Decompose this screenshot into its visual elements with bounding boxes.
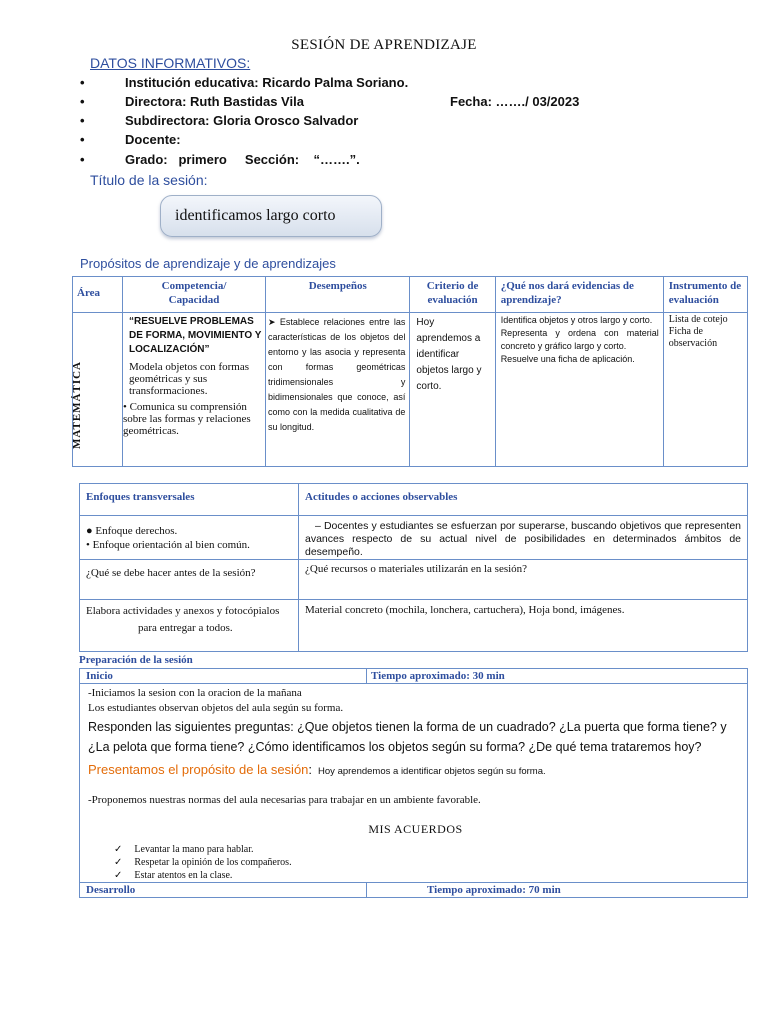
area-cell	[73, 313, 123, 467]
fecha: Fecha: ……./ 03/2023	[450, 94, 580, 109]
instrumento-cell	[663, 313, 747, 467]
proposito-label: Presentamos el propósito de la sesión	[88, 762, 309, 777]
bullet-icon: •	[80, 75, 85, 90]
answer-antes: Elabora actividades y anexos y fotocópialos para entregar a todos.	[80, 600, 299, 652]
info-directora: • Directora: Ruth Bastidas Vila	[80, 94, 304, 109]
enfoques-table	[79, 483, 748, 652]
inicio-content	[80, 684, 748, 883]
acuerdo-item: ✓ Respetar la opinión de los compañeros.	[118, 856, 743, 869]
normas-text: -Proponemos nuestras normas del aula necesarias para trabajar en un ambiente favorable.	[88, 794, 481, 806]
header-actitudes: Actitudes o acciones observables	[299, 484, 748, 516]
criterio-text: Hoy aprendemos a identificar objetos largo y corto.	[416, 317, 482, 392]
inicio-line-1: -Iniciamos la sesion con la oracion de la mañana	[88, 687, 302, 699]
question-recursos: ¿Qué recursos o materiales utilizarán en la sesión?	[299, 560, 748, 600]
desarrollo-label: Desarrollo	[80, 883, 367, 898]
acuerdo-item: ✓ Estar atentos en la clase.	[118, 869, 743, 882]
competencia-cell	[122, 313, 265, 467]
question-antes: ¿Qué se debe hacer antes de la sesión?	[80, 560, 299, 600]
area-label: MATEMÁTICA	[71, 361, 83, 450]
desempeno-cell	[266, 313, 410, 467]
header-instrumento: Instrumento de evaluación	[663, 277, 747, 313]
datos-header: DATOS INFORMATIVOS:	[90, 55, 251, 71]
tiempo-inicio: Tiempo aproximado: 30 min	[367, 669, 748, 684]
info-docente: • Docente:	[80, 132, 181, 147]
desempeno-text: Establece relaciones entre las características de los objetos del entorno y las asocia y representa con formas geométricas tridimensionales y bidimensionales que conoce, así como con la medida cualitativa de su longitud.	[268, 317, 406, 432]
arrow-icon: ➤	[268, 317, 276, 327]
evidencias-text: Identifica objetos y otros largo y corto. Representa y ordena con material concreto y gráfico largo y corto. Resuelve una ficha de aplicación.	[500, 315, 659, 364]
capacidad-1: Modela objetos con formas geométricas y sus transformaciones.	[128, 361, 250, 397]
bullet-icon: •	[80, 113, 85, 128]
purpose-table	[72, 276, 748, 467]
info-grado: • Grado: primero Sección: “…….”.	[80, 152, 360, 167]
header-enfoques: Enfoques transversales	[80, 484, 299, 516]
session-title: identificamos largo corto	[175, 207, 336, 224]
bullet-icon: •	[80, 94, 85, 109]
capacidad-2: • Comunica su comprensión sobre las formas y relaciones geométricas.	[122, 401, 251, 437]
header-criterio: Criterio de evaluación	[410, 277, 495, 313]
tiempo-desarrollo: Tiempo aproximado: 70 min	[367, 883, 748, 898]
header-area: Área	[73, 277, 123, 313]
header-competencia: Competencia/ Capacidad	[122, 277, 265, 313]
session-title-box	[160, 195, 382, 237]
acuerdos-list	[88, 843, 743, 882]
acuerdos-title: MIS ACUERDOS	[368, 822, 463, 836]
enfoques-text: ● Enfoque derechos. • Enfoque orientación al bien común.	[80, 516, 299, 560]
info-institucion: • Institución educativa: Ricardo Palma Soriano.	[80, 75, 409, 90]
actitudes-text: – Docentes y estudiantes se esfuerzan por superarse, buscando objetivos que representen avances respecto de su actual nivel de posibilidades en determinados ámbitos de desempeño.	[299, 516, 748, 560]
header-desempenos: Desempeños	[266, 277, 410, 313]
competencia-text: “RESUELVE PROBLEMAS DE FORMA, MOVIMIENTO Y LOCALIZACIÓN”	[128, 316, 262, 355]
inicio-line-2: Los estudiantes observan objetos del aula según su forma.	[88, 702, 344, 714]
propositos-label: Propósitos de aprendizaje y de aprendizajes	[80, 256, 336, 271]
criterio-cell	[410, 313, 495, 467]
acuerdo-item: ✓ Levantar la mano para hablar.	[118, 843, 743, 856]
inicio-label: Inicio	[80, 669, 367, 684]
preguntas-text: Responden las siguientes preguntas: ¿Que objetos tienen la forma de un cuadrado? ¿La puerta que forma tiene? y ¿La pelota que forma tiene? ¿Cómo identificamos los objetos según su forma? ¿De qué tema trataremos hoy?	[88, 720, 727, 754]
page-title: SESIÓN DE APRENDIZAJE	[291, 37, 477, 53]
answer-recursos: Material concreto (mochila, lonchera, cartuchera), Hoja bond, imágenes.	[299, 600, 748, 652]
proposito-line: Presentamos el propósito de la sesión: Hoy aprendemos a identificar objetos según su forma.	[88, 762, 546, 777]
header-evidencias: ¿Qué nos dará evidencias de aprendizaje?	[495, 277, 663, 313]
evidencias-cell	[495, 313, 663, 467]
session-title-label: Título de la sesión:	[90, 172, 208, 188]
preparacion-label: Preparación de la sesión	[79, 654, 193, 666]
bullet-icon: •	[80, 152, 85, 167]
info-subdirectora: • Subdirectora: Gloria Orosco Salvador	[80, 113, 359, 128]
bullet-icon: •	[80, 132, 85, 147]
proposito-text: Hoy aprendemos a identificar objetos según su forma.	[318, 766, 546, 777]
instrumento-text: Lista de cotejo Ficha de observación	[668, 314, 728, 349]
preparacion-table	[79, 668, 748, 898]
